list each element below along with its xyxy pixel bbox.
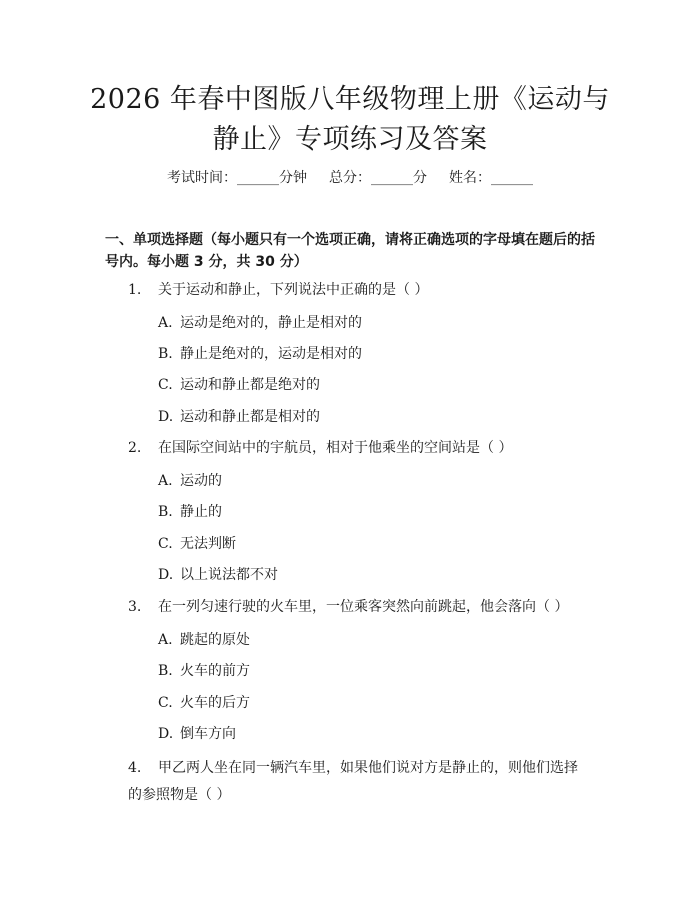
question-stem: 在国际空间站中的宇航员，相对于他乘坐的空间站是（ ） <box>158 440 513 456</box>
question-2-option-a: A. 运动的 <box>158 473 222 489</box>
exam-time-field: 考试时间：______分钟 <box>167 170 307 186</box>
question-4 <box>128 755 588 809</box>
question-number: 1. <box>128 282 142 298</box>
student-name-field: 姓名：______ <box>449 170 533 186</box>
question-2 <box>128 435 608 462</box>
question-1-option-c: C. 运动和静止都是绝对的 <box>158 377 320 393</box>
question-number: 2. <box>128 440 142 456</box>
question-3-option-d: D. 倒车方向 <box>158 726 236 742</box>
total-score-field: 总分：______分 <box>329 170 427 186</box>
question-stem: 甲乙两人坐在同一辆汽车里，如果他们说对方是静止的，则他们选择的参照物是（ ） <box>128 760 578 803</box>
question-number: 3. <box>128 599 142 615</box>
question-1 <box>128 277 608 304</box>
question-1-option-a: A. 运动是绝对的，静止是相对的 <box>158 315 362 331</box>
question-2-option-c: C. 无法判断 <box>158 536 236 552</box>
question-stem: 关于运动和静止，下列说法中正确的是（ ） <box>158 282 429 298</box>
question-stem: 在一列匀速行驶的火车里，一位乘客突然向前跳起，他会落向（ ） <box>158 599 569 615</box>
exam-info-line <box>0 168 700 188</box>
question-1-option-d: D. 运动和静止都是相对的 <box>158 409 320 425</box>
question-3 <box>128 594 608 621</box>
question-3-option-c: C. 火车的后方 <box>158 695 250 711</box>
question-2-option-b: B. 静止的 <box>158 504 222 520</box>
question-1-option-b: B. 静止是绝对的，运动是相对的 <box>158 346 362 362</box>
question-2-option-d: D. 以上说法都不对 <box>158 567 278 583</box>
question-3-option-a: A. 跳起的原处 <box>158 632 250 648</box>
question-3-option-b: B. 火车的前方 <box>158 663 250 679</box>
question-number: 4. <box>128 760 142 776</box>
section-heading-single-choice: 一、单项选择题（每小题只有一个选项正确，请将正确选项的字母填在题后的括号内。每小题 3 分，共 30 分） <box>105 232 595 270</box>
document-title: 2026 年春中图版八年级物理上册《运动与静止》专项练习及答案 <box>90 84 610 155</box>
